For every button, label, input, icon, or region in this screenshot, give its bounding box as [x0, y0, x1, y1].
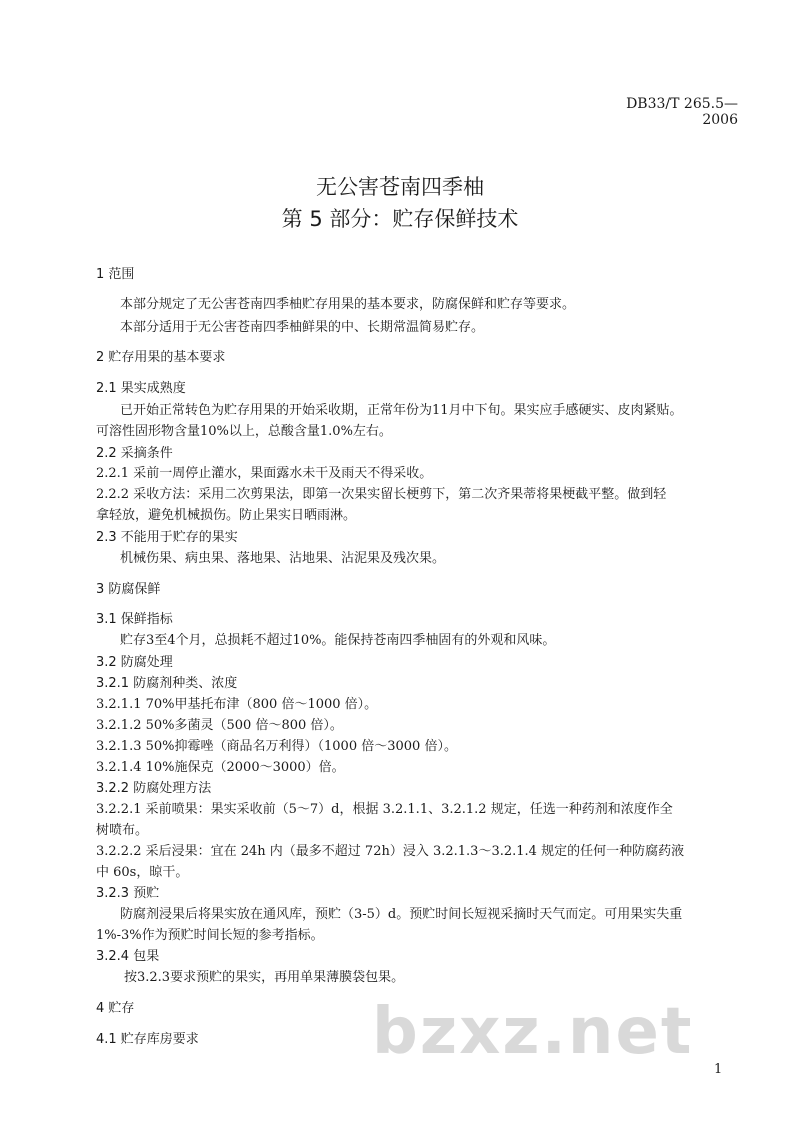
body-text-line: 按3.2.3要求预贮的果实，再用单果薄膜袋包果。: [124, 970, 405, 985]
section-heading: 2 贮存用果的基本要求: [96, 350, 226, 365]
section-heading: 4 贮存: [96, 1001, 135, 1016]
section-heading: 3.2.1 防腐剂种类、浓度: [96, 676, 238, 691]
body-text-line: 已开始正常转色为贮存用果的开始采收期，正常年份为11月中下旬。果实应手感硬实、皮肉紧贴。: [120, 403, 683, 418]
section-heading: 3.2 防腐处理: [96, 655, 173, 670]
page-number: 1: [714, 1062, 723, 1077]
section-heading: 2.3 不能用于贮存的果实: [96, 530, 238, 545]
section-heading: 3.1 保鲜指标: [96, 612, 173, 627]
section-heading: 1 范围: [96, 267, 135, 282]
body-text-line: 3.2.1.1 70%甲基托布津（800 倍～1000 倍）。: [96, 697, 378, 712]
body-text-line: 3.2.1.2 50%多菌灵（500 倍～800 倍）。: [96, 718, 343, 733]
standard-code: DB33/T 265.5—2006: [626, 96, 738, 128]
section-heading: 3.2.4 包果: [96, 949, 160, 964]
section-heading: 3 防腐保鲜: [96, 582, 161, 597]
body-text-line: 树喷布。: [96, 823, 149, 838]
body-text-line: 3.2.2.1 采前喷果：果实采收前（5～7）d，根据 3.2.1.1、3.2.1.2 规定，任选一种药剂和浓度作全: [96, 802, 673, 817]
body-text-line: 贮存3至4个月，总损耗不超过10%。能保持苍南四季柚固有的外观和风味。: [120, 633, 556, 648]
body-text-line: 防腐剂浸果后将果实放在通风库，预贮（3-5）d。预贮时间长短视采摘时天气而定。可用果实失重: [120, 907, 683, 922]
section-heading: 2.2 采摘条件: [96, 446, 173, 461]
body-text-line: 本部分适用于无公害苍南四季柚鲜果的中、长期常温简易贮存。: [120, 320, 485, 335]
body-text-line: 2.2.2 采收方法：采用二次剪果法，即第一次果实留长梗剪下，第二次齐果蒂将果梗截平整。做到轻: [96, 487, 667, 502]
body-text-line: 3.2.1.4 10%施保克（2000～3000）倍。: [96, 760, 345, 775]
body-text-line: 本部分规定了无公害苍南四季柚贮存用果的基本要求，防腐保鲜和贮存等要求。: [120, 297, 576, 312]
document-title: 无公害苍南四季柚: [316, 175, 484, 199]
section-heading: 4.1 贮存库房要求: [96, 1032, 199, 1047]
section-heading: 2.1 果实成熟度: [96, 381, 186, 396]
document-subtitle: 第 5 部分：贮存保鲜技术: [281, 207, 519, 231]
body-text-line: 3.2.2.2 采后浸果：宜在 24h 内（最多不超过 72h）浸入 3.2.1.3～3.2.1.4 规定的任何一种防腐药液: [96, 844, 685, 859]
body-text-line: 拿轻放，避免机械损伤。防止果实日晒雨淋。: [96, 508, 357, 523]
body-text-line: 2.2.1 采前一周停止灌水，果面露水未干及雨天不得采收。: [96, 466, 433, 481]
body-text-line: 机械伤果、病虫果、落地果、沾地果、沾泥果及残次果。: [120, 551, 446, 566]
watermark: bzxz.net: [372, 995, 694, 1069]
body-text-line: 可溶性固形物含量10%以上，总酸含量1.0%左右。: [96, 424, 392, 439]
body-text-line: 3.2.1.3 50%抑霉唑（商品名万利得）（1000 倍～3000 倍）。: [96, 739, 457, 754]
section-heading: 3.2.2 防腐处理方法: [96, 781, 212, 796]
section-heading: 3.2.3 预贮: [96, 886, 160, 901]
body-text-line: 1%-3%作为预贮时间长短的参考指标。: [96, 928, 324, 943]
body-text-line: 中 60s，晾干。: [96, 865, 189, 880]
